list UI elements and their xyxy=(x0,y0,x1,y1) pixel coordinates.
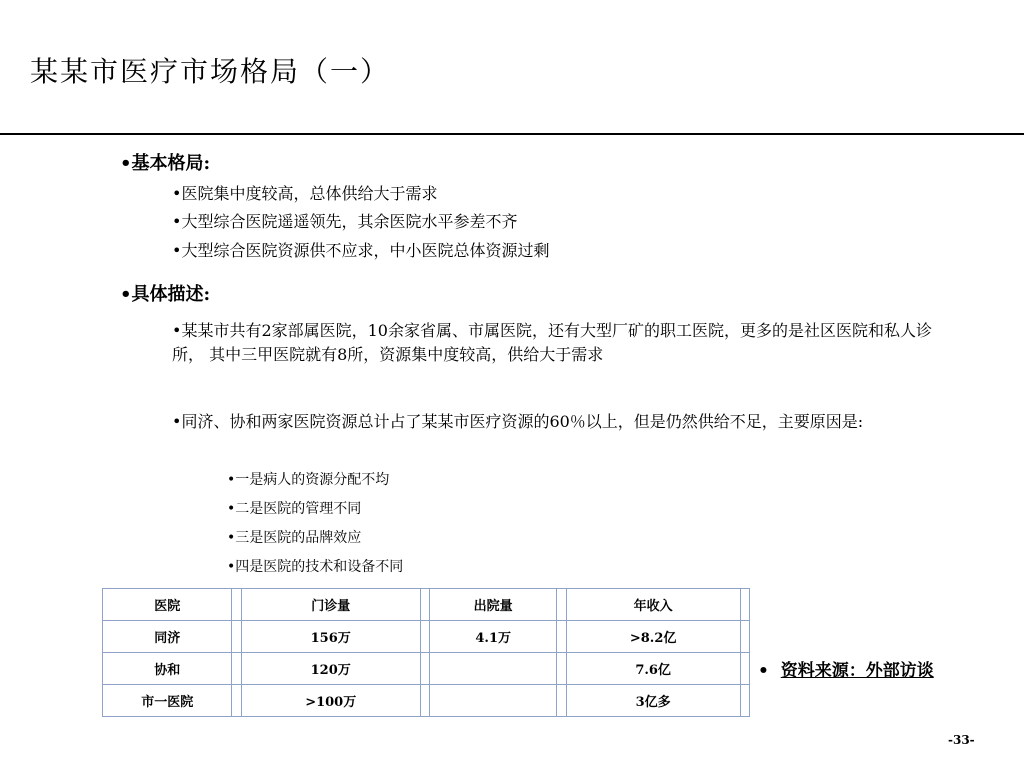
list-item xyxy=(172,319,942,367)
table-row xyxy=(102,652,750,684)
source-note xyxy=(758,656,934,681)
sub-list-item-text: 四是医院的技术和设备不同 xyxy=(235,559,404,575)
table-row xyxy=(102,620,750,652)
table-cell: >8.2亿 xyxy=(566,620,740,652)
table-gap xyxy=(420,588,429,620)
table-cell: 4.1万 xyxy=(429,620,556,652)
table-cell: 3亿多 xyxy=(566,684,740,717)
bullet: • xyxy=(172,321,182,340)
table-header-cell: 年收入 xyxy=(566,588,740,620)
list-item-text: 大型综合医院遥遥领先，其余医院水平参差不齐 xyxy=(181,212,518,231)
table-gap xyxy=(556,684,565,717)
section-heading-text: 具体描述: xyxy=(131,284,211,305)
table-row xyxy=(102,684,750,717)
table-cell xyxy=(429,652,556,684)
table-cell: 156万 xyxy=(241,620,420,652)
table-cell: 同济 xyxy=(102,620,231,652)
table-gap xyxy=(420,620,429,652)
sub-list-item xyxy=(227,470,389,490)
table-gap xyxy=(740,620,750,652)
bullet: • xyxy=(120,153,132,174)
list-item-text: 某某市共有2家部属医院，10余家省属、市属医院，还有大型厂矿的职工医院，更多的是社区医院和私人诊所， 其中三甲医院就有8所，资源集中度较高，供给大于需求 xyxy=(172,321,932,364)
table-header-row xyxy=(102,588,750,620)
table-gap xyxy=(231,652,240,684)
table-cell: 7.6亿 xyxy=(566,652,740,684)
source-text: 资料来源：外部访谈 xyxy=(780,661,934,681)
section-heading-detail xyxy=(120,283,210,307)
hospital-table xyxy=(102,588,750,717)
sub-list-item-text: 二是医院的管理不同 xyxy=(235,501,362,517)
list-item-text: 医院集中度较高，总体供给大于需求 xyxy=(181,184,438,203)
table-header-cell: 医院 xyxy=(102,588,231,620)
table-gap xyxy=(420,652,429,684)
table-gap xyxy=(420,684,429,717)
sub-list-item xyxy=(227,499,361,519)
sub-list-item-text: 三是医院的品牌效应 xyxy=(235,530,362,546)
table-header-cell: 出院量 xyxy=(429,588,556,620)
table-cell: >100万 xyxy=(241,684,420,717)
list-item xyxy=(172,210,517,234)
table-gap xyxy=(740,588,750,620)
list-item xyxy=(172,239,549,263)
table-gap xyxy=(556,652,565,684)
table-gap xyxy=(740,684,750,717)
bullet: • xyxy=(172,412,182,431)
bullet: • xyxy=(758,661,769,681)
bullet: • xyxy=(172,241,182,260)
page-number: -33- xyxy=(948,733,975,747)
table-header-cell: 门诊量 xyxy=(241,588,420,620)
table-gap xyxy=(231,588,240,620)
list-item-text: 大型综合医院资源供不应求，中小医院总体资源过剩 xyxy=(181,241,550,260)
table-gap xyxy=(556,620,565,652)
bullet: • xyxy=(227,501,236,517)
sub-list-item xyxy=(227,528,361,548)
section-heading-basic xyxy=(120,152,210,176)
table-cell: 120万 xyxy=(241,652,420,684)
list-item xyxy=(172,182,437,206)
bullet: • xyxy=(120,284,132,305)
table-gap xyxy=(231,620,240,652)
list-item-text: 同济、协和两家医院资源总计占了某某市医疗资源的60％以上，但是仍然供给不足，主要原因是: xyxy=(181,412,864,431)
table-gap xyxy=(556,588,565,620)
table-gap xyxy=(740,652,750,684)
section-heading-text: 基本格局: xyxy=(131,153,211,174)
bullet: • xyxy=(172,212,182,231)
slide-title: 某某市医疗市场格局（一） xyxy=(30,55,391,88)
bullet: • xyxy=(227,472,236,488)
title-divider xyxy=(0,133,1024,135)
bullet: • xyxy=(172,184,182,203)
table-cell xyxy=(429,684,556,717)
bullet: • xyxy=(227,559,236,575)
list-item xyxy=(172,410,942,434)
bullet: • xyxy=(227,530,236,546)
table-cell: 市一医院 xyxy=(102,684,231,717)
table-cell: 协和 xyxy=(102,652,231,684)
sub-list-item xyxy=(227,557,403,577)
sub-list-item-text: 一是病人的资源分配不均 xyxy=(235,472,390,488)
table-gap xyxy=(231,684,240,717)
